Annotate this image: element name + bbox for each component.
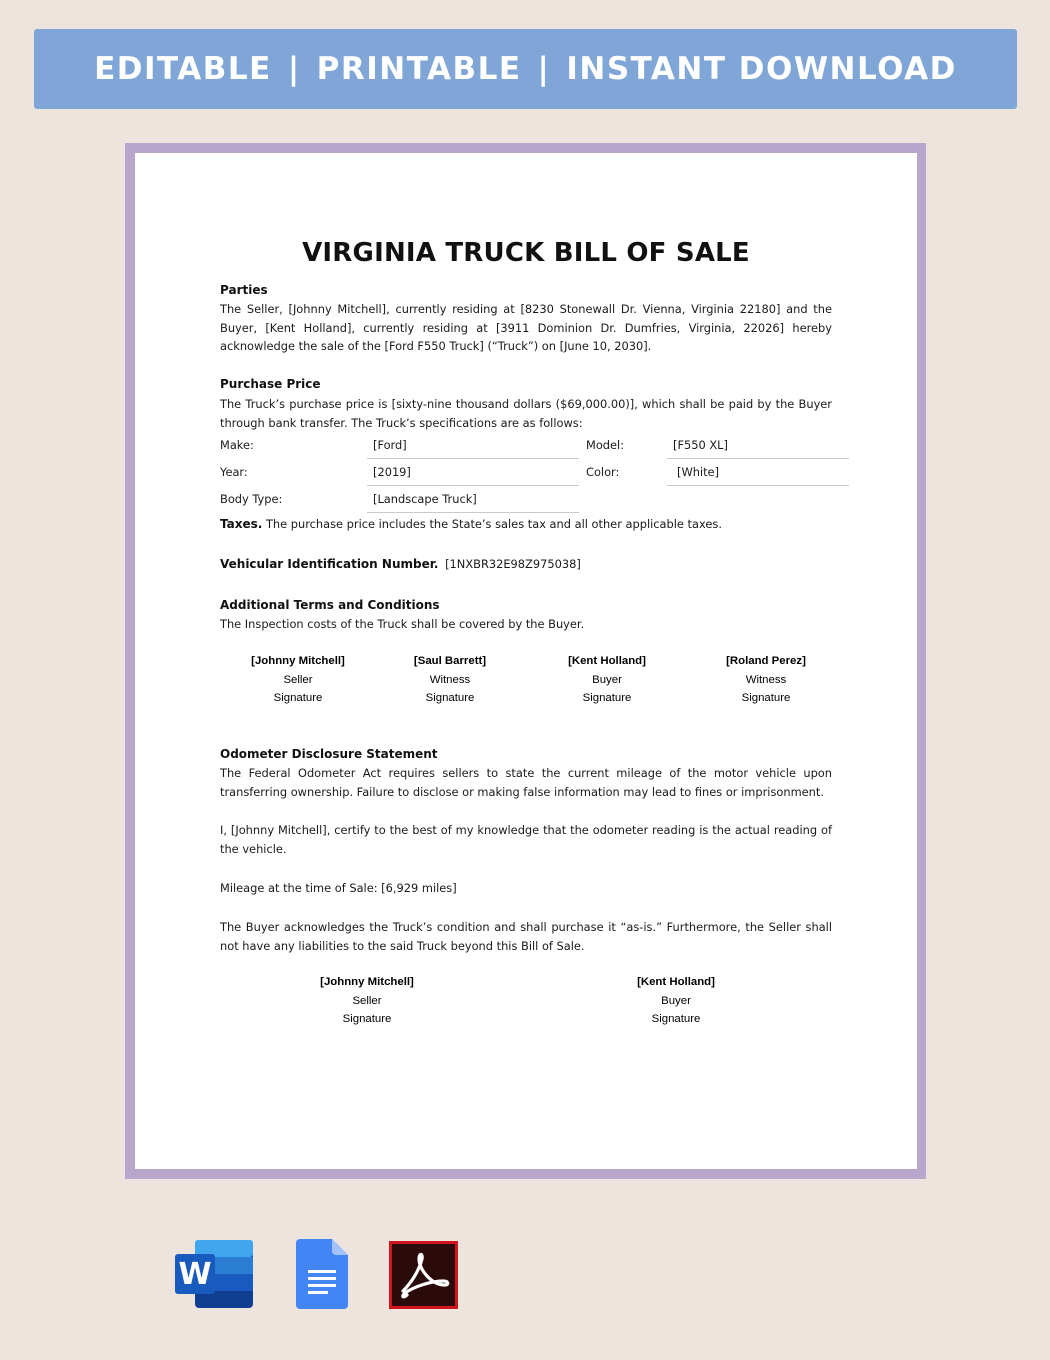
signatory-role: Seller <box>352 994 382 1007</box>
purchase-price-heading: Purchase Price <box>220 377 321 391</box>
body-type-label: Body Type: <box>220 492 283 506</box>
google-docs-icon[interactable] <box>296 1238 350 1315</box>
signatory-role: Seller <box>283 673 313 686</box>
make-label: Make: <box>220 438 254 452</box>
signature-block <box>601 973 751 1029</box>
document-title: VIRGINIA TRUCK BILL OF SALE <box>302 238 750 268</box>
word-icon-letter: W <box>178 1257 212 1292</box>
signatory-name: [Kent Holland] <box>637 976 715 988</box>
body-type-value: [Landscape Truck] <box>367 486 579 513</box>
signatory-role: Buyer <box>592 673 622 686</box>
signature-caption: Signature <box>582 692 632 704</box>
parties-heading: Parties <box>220 283 268 297</box>
taxes-label: Taxes. <box>220 517 263 531</box>
banner-item-editable: EDITABLE <box>94 51 272 87</box>
color-value: [White] <box>667 459 849 486</box>
signatory-name: [Saul Barrett] <box>413 655 487 667</box>
word-icon[interactable] <box>173 1238 255 1315</box>
signature-caption: Signature <box>273 692 323 704</box>
parties-text: The Seller, [Johnny Mitchell], currently residing at [8230 Stonewall Dr. Vienna, Virginia 22180] and the Buyer, [Kent Holland], currently residing at [3911 Dominion Dr. Dumfries, Virginia, 22026] hereby acknowledge the sale of the [Ford F550 Truck] (“Truck”) on [June 10, 2030]. <box>220 302 832 353</box>
odometer-text: The Federal Odometer Act requires sellers to state the current mileage of the motor vehicle upon transferring ownership. Failure to disclose or making false information may lead to fines or imprisonment. <box>220 766 832 799</box>
signature-block <box>532 652 682 708</box>
banner-separator: | <box>537 51 551 87</box>
signature-caption: Signature <box>741 692 791 704</box>
vin-line <box>220 555 581 574</box>
signature-block <box>375 652 525 708</box>
signatory-name: [Johnny Mitchell] <box>320 976 414 988</box>
signature-caption: Signature <box>425 692 475 704</box>
make-value: [Ford] <box>367 432 579 459</box>
vin-value: [1NXBR32E98Z975038] <box>445 557 581 571</box>
signature-caption: Signature <box>342 1013 392 1025</box>
additional-terms-heading: Additional Terms and Conditions <box>220 598 440 612</box>
banner-item-printable: PRINTABLE <box>316 51 522 87</box>
color-label: Color: <box>586 465 620 479</box>
mileage-line: Mileage at the time of Sale: [6,929 miles] <box>220 881 457 895</box>
model-value: [F550 XL] <box>667 432 849 459</box>
model-label: Model: <box>586 438 625 452</box>
signature-block <box>691 652 841 708</box>
taxes-text: The purchase price includes the State’s sales tax and all other applicable taxes. <box>265 517 722 531</box>
signatory-name: [Johnny Mitchell] <box>251 655 345 667</box>
signatory-role: Witness <box>429 673 471 686</box>
signatory-name: [Roland Perez] <box>726 655 806 667</box>
signature-block <box>223 652 373 708</box>
odometer-heading: Odometer Disclosure Statement <box>220 747 438 761</box>
purchase-price-text: The Truck’s purchase price is [sixty-nine thousand dollars ($69,000.00)], which shall be paid by the Buyer through bank transfer. The Truck’s specifications are as follows: <box>220 397 832 430</box>
odometer-certification: I, [Johnny Mitchell], certify to the best of my knowledge that the odometer reading is the actual reading of the vehicle. <box>220 823 832 856</box>
year-label: Year: <box>220 465 248 479</box>
pdf-icon[interactable] <box>389 1241 458 1314</box>
banner-item-instant-download: INSTANT DOWNLOAD <box>566 51 957 87</box>
taxes-line <box>220 515 722 534</box>
year-value: [2019] <box>367 459 579 486</box>
additional-terms-text: The Inspection costs of the Truck shall be covered by the Buyer. <box>220 617 585 631</box>
banner-separator: | <box>287 51 301 87</box>
signature-caption: Signature <box>651 1013 701 1025</box>
top-banner <box>34 29 1017 109</box>
signatory-name: [Kent Holland] <box>568 655 646 667</box>
vin-label: Vehicular Identification Number. <box>220 557 439 571</box>
as-is-text: The Buyer acknowledges the Truck’s condition and shall purchase it “as-is.” Furthermore, the Seller shall not have any liabilities to the said Truck beyond this Bill of Sale. <box>220 920 832 953</box>
signatory-role: Buyer <box>661 994 691 1007</box>
signatory-role: Witness <box>745 673 787 686</box>
signature-block <box>292 973 442 1029</box>
